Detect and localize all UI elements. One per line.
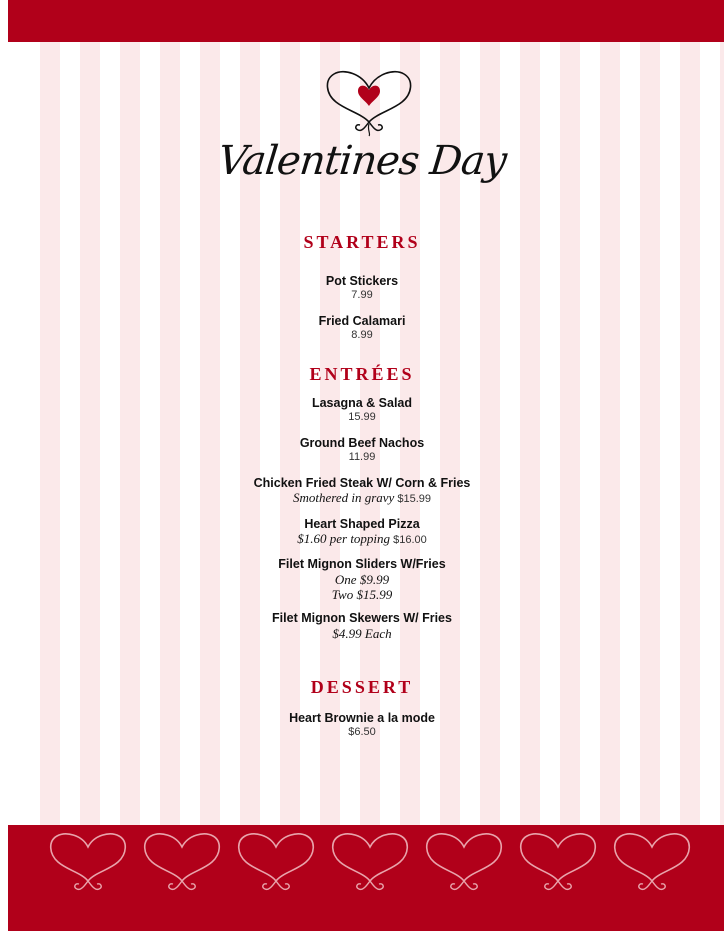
top-banner xyxy=(8,0,724,42)
heart-ornament-icon xyxy=(322,66,416,138)
heart-outline-icon xyxy=(333,834,408,890)
item-price: $6.50 xyxy=(348,726,376,738)
item-price: 8.99 xyxy=(351,329,373,341)
footer-banner xyxy=(8,825,724,931)
menu-item xyxy=(162,476,562,506)
menu-item xyxy=(162,274,562,302)
heart-outline-icon xyxy=(51,834,126,890)
item-name: Pot Stickers xyxy=(325,274,399,288)
item-name: Heart Shaped Pizza xyxy=(304,517,420,531)
heart-outline-icon xyxy=(145,834,220,890)
item-name: Fried Calamari xyxy=(318,314,406,328)
item-price: $16.00 xyxy=(393,534,427,546)
item-detail-line xyxy=(162,532,562,547)
section-title-dessert: DESSERT xyxy=(310,677,414,697)
menu-item xyxy=(162,396,562,424)
item-name: Filet Mignon Sliders W/Fries xyxy=(278,557,446,571)
menu-title: Valentines Day xyxy=(215,138,509,184)
item-note: $4.99 Each xyxy=(332,626,392,641)
section-title-starters: STARTERS xyxy=(303,232,421,252)
section-title-entrees: ENTRÉES xyxy=(309,364,415,384)
item-note: Two $15.99 xyxy=(331,587,393,602)
item-name: Lasagna & Salad xyxy=(311,396,413,410)
menu-item xyxy=(162,517,562,547)
item-price: 15.99 xyxy=(348,411,376,423)
menu-item xyxy=(162,611,562,641)
heart-outline-icon xyxy=(239,834,314,890)
item-note: One $9.99 xyxy=(334,572,390,587)
menu-item xyxy=(162,557,562,602)
menu-item xyxy=(162,436,562,464)
heart-outline-icon xyxy=(615,834,690,890)
item-detail-line xyxy=(162,491,562,506)
item-name: Filet Mignon Skewers W/ Fries xyxy=(272,611,452,625)
item-price: 7.99 xyxy=(351,289,373,301)
item-note: $1.60 per topping xyxy=(297,531,391,546)
heart-outline-icon xyxy=(521,834,596,890)
item-name: Chicken Fried Steak W/ Corn & Fries xyxy=(253,476,471,490)
heart-outline-icon xyxy=(427,834,502,890)
menu-item xyxy=(162,711,562,739)
item-price: 11.99 xyxy=(348,451,376,463)
item-name: Ground Beef Nachos xyxy=(299,436,425,450)
item-price: $15.99 xyxy=(397,493,432,505)
item-note: Smothered in gravy xyxy=(292,490,395,505)
menu-item xyxy=(162,314,562,342)
item-name: Heart Brownie a la mode xyxy=(289,711,435,725)
footer-hearts xyxy=(8,825,724,931)
